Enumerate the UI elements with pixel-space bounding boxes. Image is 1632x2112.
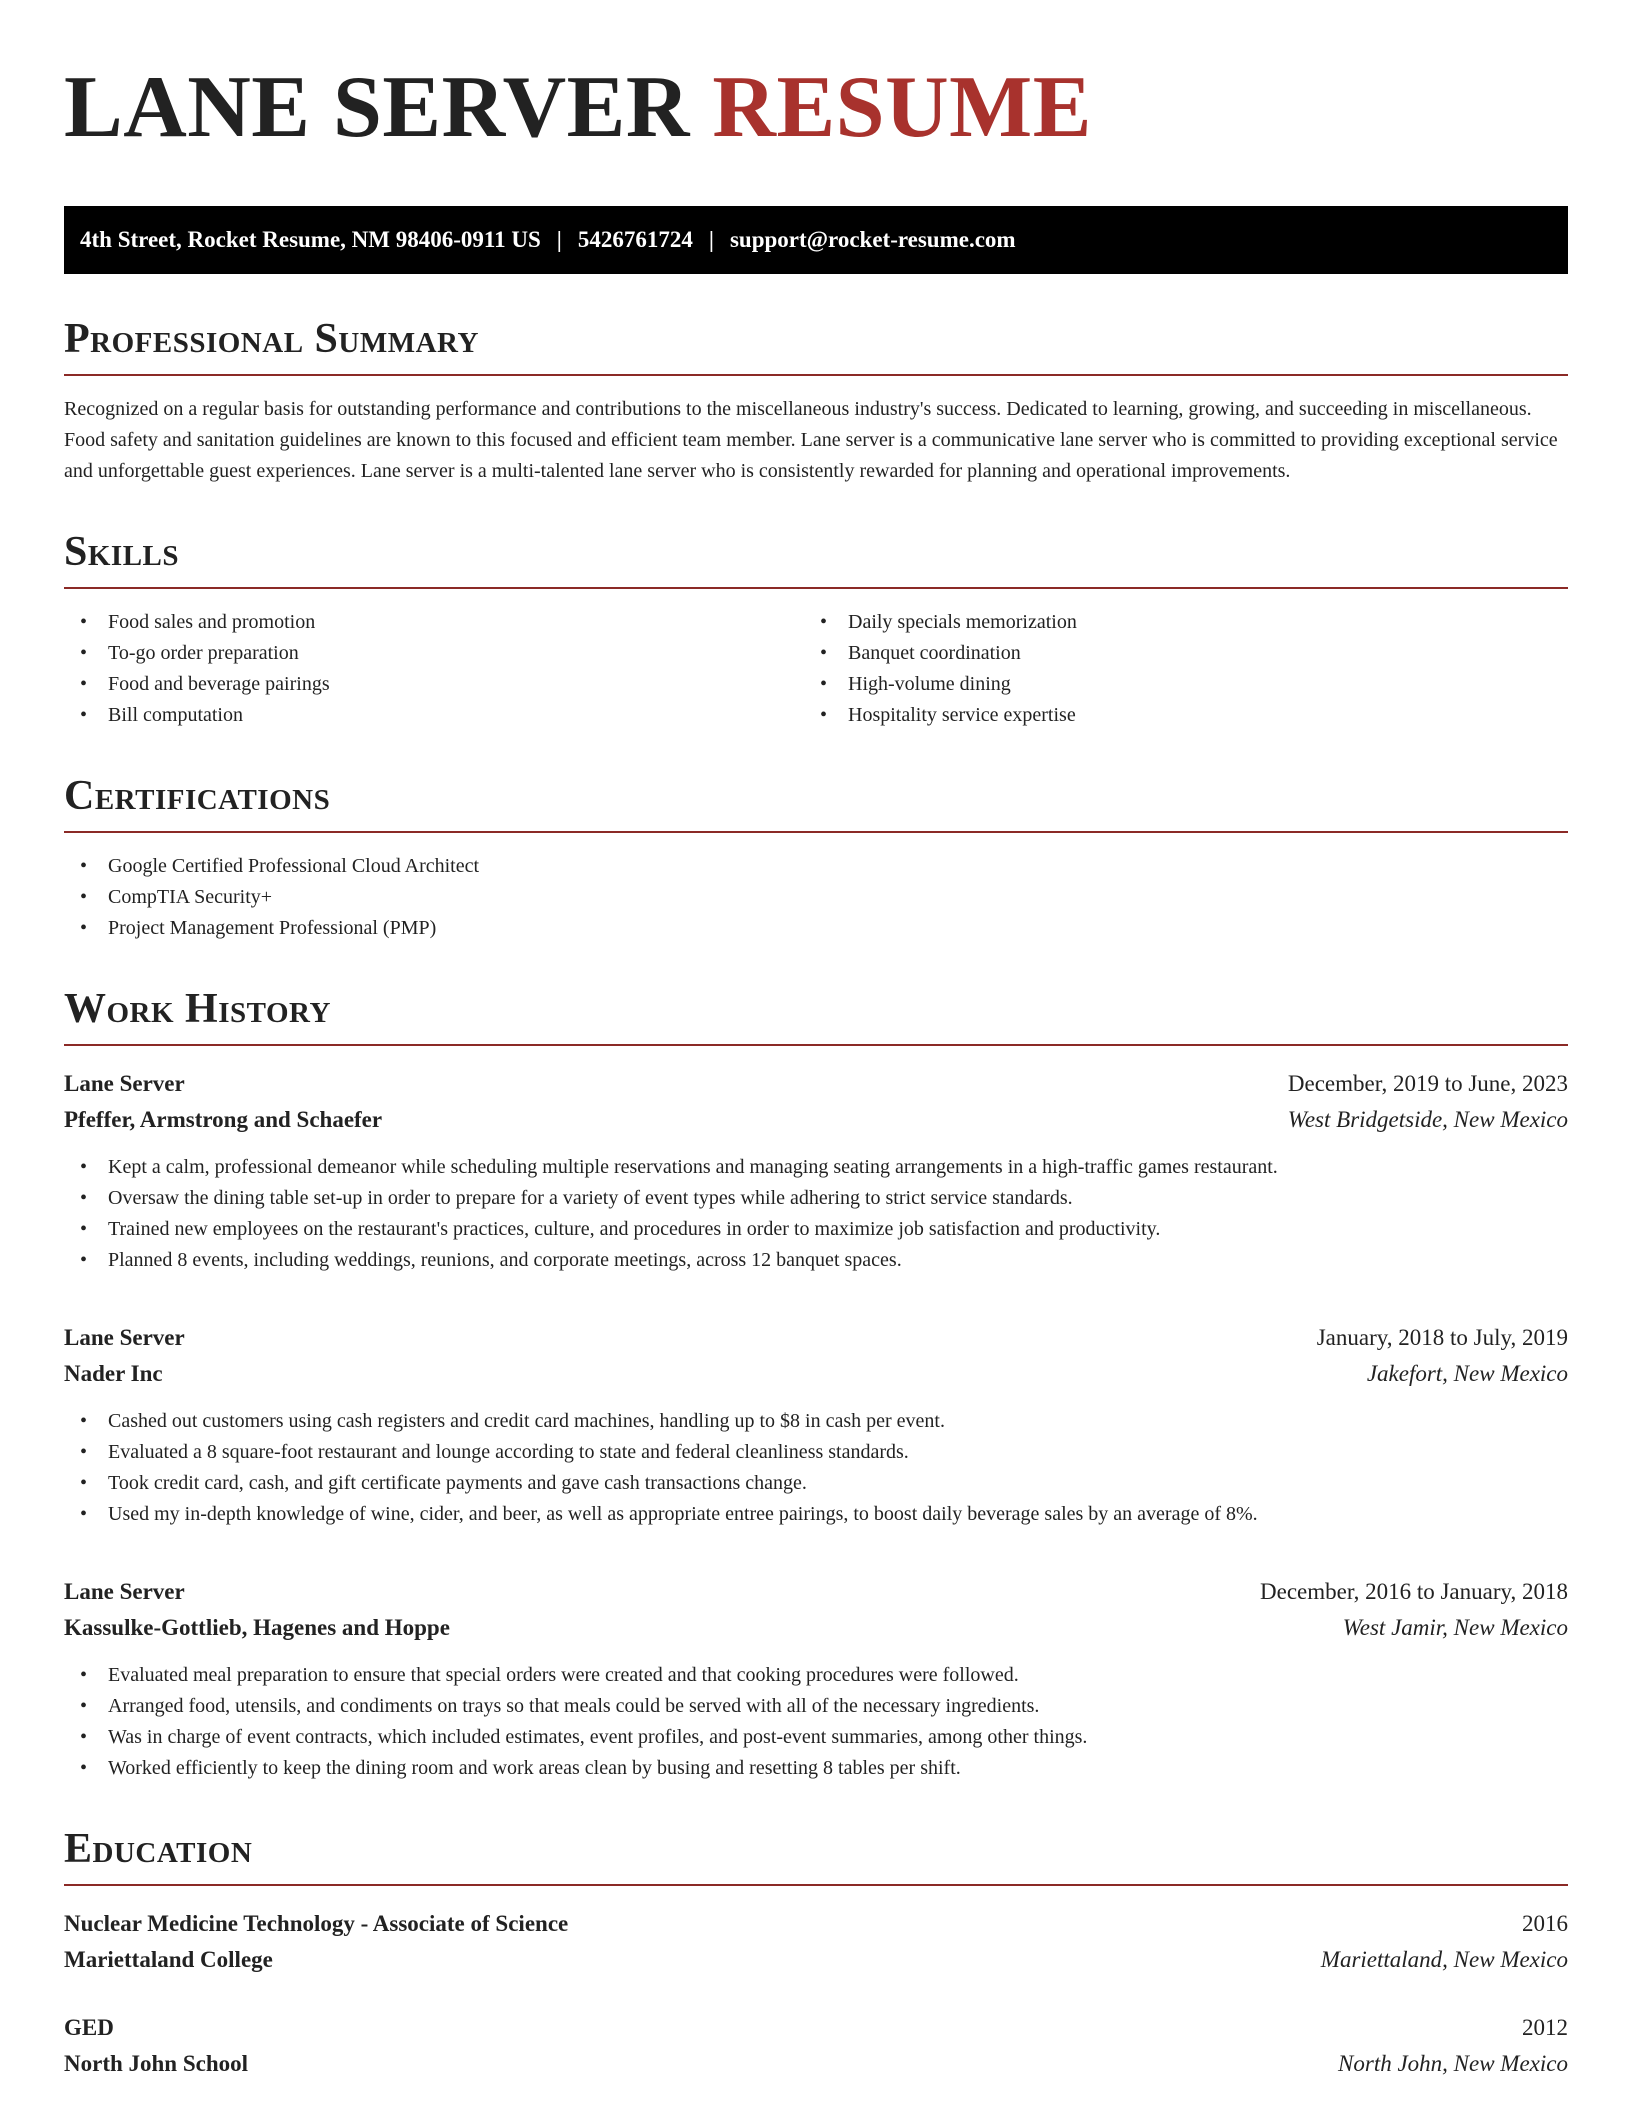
summary-section (64, 318, 1568, 487)
skill-item: • Food and beverage pairings (64, 669, 804, 700)
job-dates: December, 2019 to June, 2023 (1287, 1071, 1568, 1096)
education-degree-row (64, 1906, 1568, 1942)
skill-item: • Hospitality service expertise (804, 700, 1544, 731)
job-role: Lane Server (64, 1579, 185, 1604)
job-role: Lane Server (64, 1071, 185, 1096)
education-entry (64, 1906, 1568, 1978)
certification-item: • Google Certified Professional Cloud Architect (64, 851, 1568, 882)
skill-item: • High-volume dining (804, 669, 1544, 700)
education-entry (64, 2010, 1568, 2082)
job-duty: • Was in charge of event contracts, which included estimates, event profiles, and post-event summaries, among other things. (64, 1722, 1568, 1753)
job-entry (64, 1574, 1568, 1784)
education-location: Mariettaland, New Mexico (1320, 1947, 1568, 1972)
education-school: North John School (64, 2051, 249, 2076)
job-duty: • Used my in-depth knowledge of wine, cider, and beer, as well as appropriate entree pairings, to boost daily beverage sales by an average of 8%. (64, 1499, 1568, 1530)
job-location: Jakefort, New Mexico (1366, 1361, 1568, 1386)
resume-title: RESUME (712, 59, 1092, 156)
section-title-summary: Professional Summary (64, 318, 1568, 376)
job-company-row (64, 1610, 1568, 1646)
job-duty: • Evaluated a 8 square-foot restaurant and lounge according to state and federal cleanliness standards. (64, 1437, 1568, 1468)
job-location: West Bridgetside, New Mexico (1287, 1107, 1568, 1132)
education-school-row (64, 2046, 1568, 2082)
job-duty: • Cashed out customers using cash registers and credit card machines, handling up to $8 in cash per event. (64, 1406, 1568, 1437)
education-school: Mariettaland College (64, 1947, 273, 1972)
job-duties-list (64, 1406, 1568, 1530)
job-duty: • Planned 8 events, including weddings, reunions, and corporate meetings, across 12 banquet spaces. (64, 1245, 1568, 1276)
education-degree: GED (64, 2015, 114, 2040)
education-section (64, 1828, 1568, 2082)
job-duties-list (64, 1152, 1568, 1276)
job-company-row (64, 1356, 1568, 1392)
skills-section (64, 531, 1568, 731)
contact-address: 4th Street, Rocket Resume, NM 98406-0911 US (80, 227, 541, 252)
education-year: 2016 (1522, 1911, 1568, 1936)
job-entry (64, 1320, 1568, 1530)
education-location: North John, New Mexico (1338, 2051, 1568, 2076)
skills-grid (64, 607, 1568, 731)
contact-phone[interactable]: 5426761724 (577, 227, 693, 252)
resume-heading (64, 56, 1568, 174)
certification-item: • Project Management Professional (PMP) (64, 913, 1568, 944)
job-dates: January, 2018 to July, 2019 (1316, 1325, 1568, 1350)
skills-list-left (64, 607, 804, 731)
job-duty: • Oversaw the dining table set-up in order to prepare for a variety of event types while adhering to strict service standards. (64, 1183, 1568, 1214)
section-title-skills: Skills (64, 531, 1568, 589)
skills-list-right (804, 607, 1544, 731)
education-year: 2012 (1522, 2015, 1568, 2040)
certifications-section (64, 775, 1568, 944)
candidate-name: LANE SERVER (64, 59, 690, 156)
education-degree-row (64, 2010, 1568, 2046)
contact-email[interactable]: support@rocket-resume.com (729, 227, 1016, 252)
skill-item: • Daily specials memorization (804, 607, 1544, 638)
job-dates: December, 2016 to January, 2018 (1260, 1579, 1568, 1604)
job-entry (64, 1066, 1568, 1276)
job-header-row (64, 1574, 1568, 1610)
summary-text: Recognized on a regular basis for outstanding performance and contributions to the miscellaneous industry's success. Dedicated to learning, growing, and succeeding in miscellaneous. Food safety and sanitation guidelines are known to this focused and efficient team member. Lane server is a communicative lane server who is committed to providing exceptional service and unforgettable guest experiences. Lane server is a multi-talented lane server who is consistently rewarded for planning and operational improvements. (64, 398, 1558, 482)
job-header-row (64, 1320, 1568, 1356)
job-company-row (64, 1102, 1568, 1138)
section-title-education: Education (64, 1828, 1568, 1886)
job-location: West Jamir, New Mexico (1342, 1615, 1568, 1640)
job-duty: • Worked efficiently to keep the dining room and work areas clean by busing and resetting 8 tables per shift. (64, 1753, 1568, 1784)
job-company: Kassulke-Gottlieb, Hagenes and Hoppe (64, 1615, 450, 1640)
work-history-section (64, 988, 1568, 1784)
section-title-work-history: Work History (64, 988, 1568, 1046)
skill-item: • Banquet coordination (804, 638, 1544, 669)
job-header-row (64, 1066, 1568, 1102)
job-company: Pfeffer, Armstrong and Schaefer (64, 1107, 383, 1132)
job-duty: • Trained new employees on the restaurant's practices, culture, and procedures in order to maximize job satisfaction and productivity. (64, 1214, 1568, 1245)
contact-bar (64, 206, 1568, 274)
skill-item: • Bill computation (64, 700, 804, 731)
certifications-list (64, 851, 1568, 944)
contact-separator: | (556, 227, 562, 252)
skill-item: • Food sales and promotion (64, 607, 804, 638)
job-duty: • Evaluated meal preparation to ensure that special orders were created and that cooking procedures were followed. (64, 1660, 1568, 1691)
contact-separator: | (708, 227, 714, 252)
job-company: Nader Inc (64, 1361, 163, 1386)
job-duty: • Took credit card, cash, and gift certificate payments and gave cash transactions change. (64, 1468, 1568, 1499)
section-title-certifications: Certifications (64, 775, 1568, 833)
job-role: Lane Server (64, 1325, 185, 1350)
job-duty: • Arranged food, utensils, and condiments on trays so that meals could be served with all of the necessary ingredients. (64, 1691, 1568, 1722)
education-degree: Nuclear Medicine Technology - Associate of Science (64, 1911, 569, 1936)
job-duty: • Kept a calm, professional demeanor while scheduling multiple reservations and managing seating arrangements in a high-traffic games restaurant. (64, 1152, 1568, 1183)
education-school-row (64, 1942, 1568, 1978)
job-duties-list (64, 1660, 1568, 1784)
certification-item: • CompTIA Security+ (64, 882, 1568, 913)
skill-item: • To-go order preparation (64, 638, 804, 669)
